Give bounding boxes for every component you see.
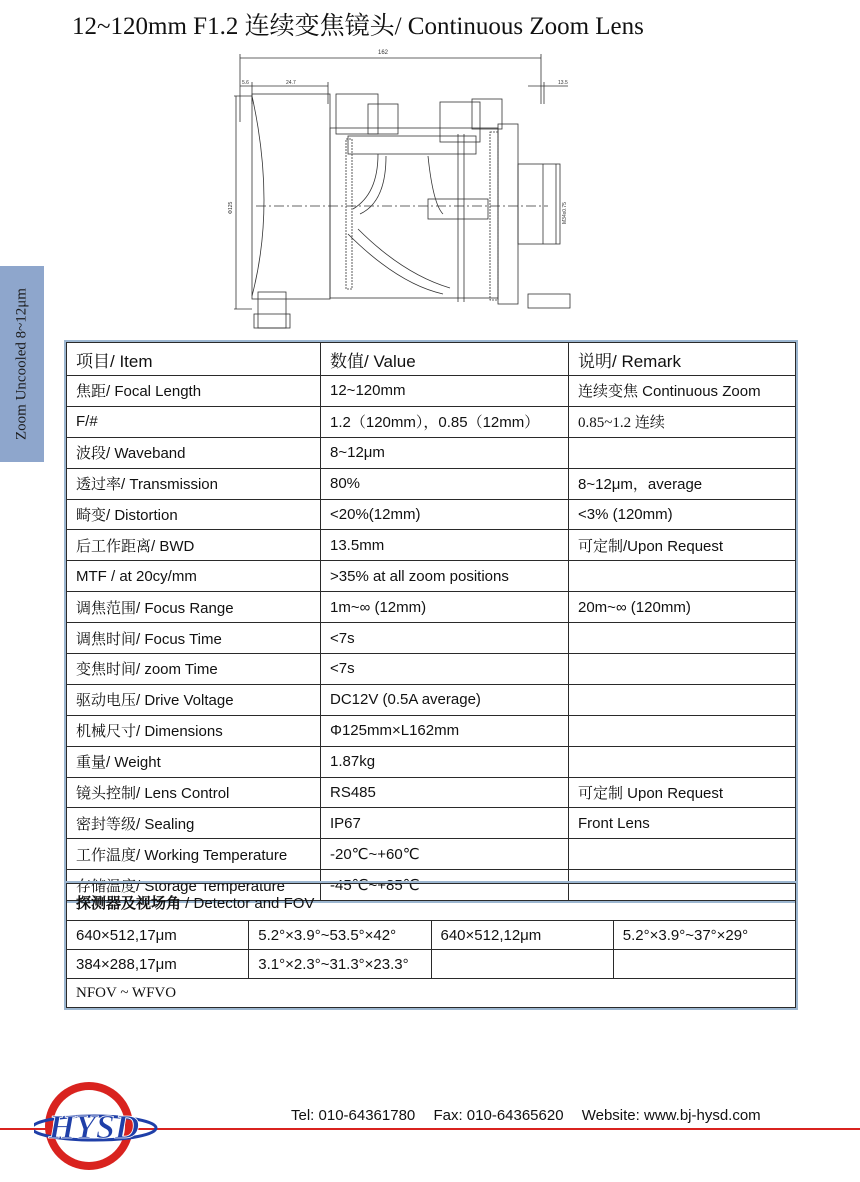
table-row — [67, 499, 796, 530]
row-item: F/# — [67, 406, 321, 437]
row-value: <7s — [321, 623, 569, 654]
fov-cell: 5.2°×3.9°~37°×29° — [613, 921, 795, 950]
fov-cell — [613, 950, 795, 979]
header-remark: 说明/ Remark — [569, 343, 796, 376]
dim-b-label: 24.7 — [286, 80, 296, 86]
row-value: -20℃~+60℃ — [321, 839, 569, 870]
row-remark — [569, 561, 796, 592]
row-remark — [569, 715, 796, 746]
detector-title-en: / Detector and FOV — [181, 894, 315, 912]
dim-mount-label: M34x0.75 — [562, 202, 568, 224]
footer-fax: Fax: 010-64365620 — [433, 1107, 564, 1124]
table-row — [67, 950, 796, 979]
table-row — [67, 592, 796, 623]
row-value: <20%(12mm) — [321, 499, 569, 530]
detector-header — [67, 884, 796, 921]
row-item: 波段/ Waveband — [67, 437, 321, 468]
table-row — [67, 839, 796, 870]
row-item: 机械尺寸/ Dimensions — [67, 715, 321, 746]
row-remark — [569, 746, 796, 777]
fov-cell: 3.1°×2.3°~31.3°×23.3° — [249, 950, 431, 979]
row-value: DC12V (0.5A average) — [321, 684, 569, 715]
row-item: 工作温度/ Working Temperature — [67, 839, 321, 870]
spec-table — [64, 340, 798, 903]
table-row — [67, 376, 796, 407]
table-row — [67, 530, 796, 561]
row-item: 驱动电压/ Drive Voltage — [67, 684, 321, 715]
fov-note: NFOV ~ WFVO — [67, 979, 796, 1008]
row-value: IP67 — [321, 808, 569, 839]
detector-cell: 384×288,17μm — [67, 950, 249, 979]
table-row — [67, 715, 796, 746]
table-row — [67, 777, 796, 808]
row-remark: 20m~∞ (120mm) — [569, 592, 796, 623]
fov-cell: 5.2°×3.9°~53.5°×42° — [249, 921, 431, 950]
row-item: 镜头控制/ Lens Control — [67, 777, 321, 808]
row-item: 后工作距离/ BWD — [67, 530, 321, 561]
row-value: 1m~∞ (12mm) — [321, 592, 569, 623]
table-row — [67, 406, 796, 437]
row-value: RS485 — [321, 777, 569, 808]
row-item: 密封等级/ Sealing — [67, 808, 321, 839]
table-row — [67, 979, 796, 1008]
row-value: 12~120mm — [321, 376, 569, 407]
spec-header-row — [67, 343, 796, 376]
row-item: 调焦时间/ Focus Time — [67, 623, 321, 654]
dim-a-label: 5.6 — [242, 80, 249, 86]
table-row — [67, 654, 796, 685]
header-item: 项目/ Item — [67, 343, 321, 376]
detector-header-row — [67, 884, 796, 921]
row-value: 1.87kg — [321, 746, 569, 777]
table-row — [67, 437, 796, 468]
row-remark: 8~12μm，average — [569, 468, 796, 499]
table-row — [67, 746, 796, 777]
row-value: >35% at all zoom positions — [321, 561, 569, 592]
hysd-logo — [34, 1076, 164, 1176]
row-remark — [569, 437, 796, 468]
row-item: 畸变/ Distortion — [67, 499, 321, 530]
row-item: 透过率/ Transmission — [67, 468, 321, 499]
logo-text: HYSD — [48, 1109, 140, 1146]
row-remark: Front Lens — [569, 808, 796, 839]
row-remark: <3% (120mm) — [569, 499, 796, 530]
side-tab — [0, 266, 44, 462]
detector-cell: 640×512,17μm — [67, 921, 249, 950]
table-row — [67, 808, 796, 839]
row-remark — [569, 684, 796, 715]
table-row — [67, 561, 796, 592]
footer-website[interactable]: Website: www.bj-hysd.com — [581, 1107, 761, 1124]
row-value: 1.2（120mm），0.85（12mm） — [321, 406, 569, 437]
row-remark — [569, 839, 796, 870]
row-item: 变焦时间/ zoom Time — [67, 654, 321, 685]
footer-contact — [291, 1107, 775, 1124]
dim-diameter-label: Φ125 — [228, 201, 234, 214]
table-row — [67, 684, 796, 715]
side-tab-label: Zoom Uncooled 8~12μm — [13, 288, 30, 440]
detector-title-cn: 探测器及视场角 — [76, 894, 182, 912]
row-value: <7s — [321, 654, 569, 685]
table-row — [67, 623, 796, 654]
dim-c-label: 13.5 — [558, 80, 568, 86]
row-item: 焦距/ Focal Length — [67, 376, 321, 407]
dim-total-label: 162 — [378, 50, 389, 56]
row-item: MTF / at 20cy/mm — [67, 561, 321, 592]
row-item: 重量/ Weight — [67, 746, 321, 777]
detector-cell: 640×512,12μm — [431, 921, 613, 950]
row-value: -45℃~+85℃ — [321, 870, 569, 901]
row-value: 13.5mm — [321, 530, 569, 561]
detector-cell — [431, 950, 613, 979]
lens-technical-drawing — [228, 44, 578, 336]
row-value: 8~12μm — [321, 437, 569, 468]
header-value: 数值/ Value — [321, 343, 569, 376]
row-value: 80% — [321, 468, 569, 499]
row-value: Φ125mm×L162mm — [321, 715, 569, 746]
table-row — [67, 921, 796, 950]
footer-tel: Tel: 010-64361780 — [291, 1107, 416, 1124]
row-item: 存储温度/ Storage Temperature — [67, 870, 321, 901]
row-remark: 0.85~1.2 连续 — [569, 406, 796, 437]
row-remark — [569, 623, 796, 654]
table-row — [67, 468, 796, 499]
row-remark: 可定制/Upon Request — [569, 530, 796, 561]
row-item: 调焦范围/ Focus Range — [67, 592, 321, 623]
detector-fov-table — [64, 881, 798, 1010]
row-remark — [569, 654, 796, 685]
row-remark: 连续变焦 Continuous Zoom — [569, 376, 796, 407]
page-title: 12~120mm F1.2 连续变焦镜头/ Continuous Zoom Lens — [72, 13, 644, 40]
row-remark: 可定制 Upon Request — [569, 777, 796, 808]
